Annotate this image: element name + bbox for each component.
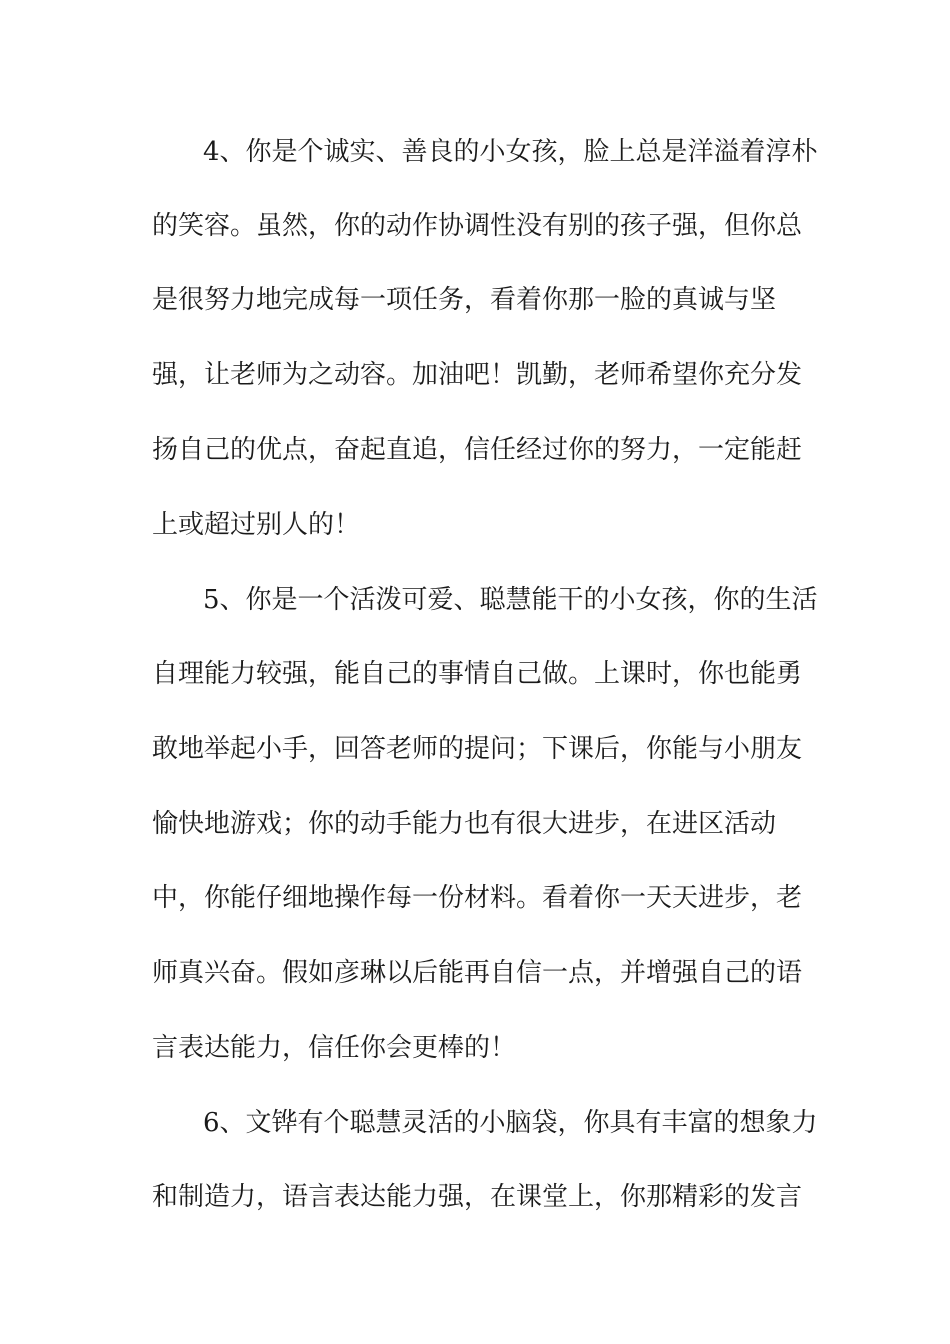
paragraph-5-line-6: 师真兴奋。假如彦琳以后能再自信一点，并增强自己的语 <box>152 958 803 988</box>
paragraph-5-line-1: 5、你是一个活泼可爱、聪慧能干的小女孩，你的生活 <box>203 585 818 615</box>
paragraph-4-line-1: 4、你是个诚实、善良的小女孩，脸上总是洋溢着淳朴 <box>203 137 818 167</box>
paragraph-5-line-2: 自理能力较强，能自己的事情自己做。上课时，你也能勇 <box>152 659 803 689</box>
paragraph-5-line-3: 敢地举起小手，回答老师的提问；下课后，你能与小朋友 <box>152 734 803 764</box>
paragraph-6-line-1: 6、文铧有个聪慧灵活的小脑袋，你具有丰富的想象力 <box>203 1108 818 1138</box>
paragraph-4-line-3: 是很努力地完成每一项任务，看着你那一脸的真诚与坚 <box>152 285 777 315</box>
paragraph-4-line-6: 上或超过别人的！ <box>152 510 361 540</box>
paragraph-5-line-7: 言表达能力，信任你会更棒的！ <box>152 1033 517 1063</box>
paragraph-5-line-4: 愉快地游戏；你的动手能力也有很大进步，在进区活动 <box>152 809 777 839</box>
paragraph-4-line-5: 扬自己的优点，奋起直追，信任经过你的努力，一定能赶 <box>152 435 803 465</box>
paragraph-4-line-4: 强，让老师为之动容。加油吧！凯勤，老师希望你充分发 <box>152 360 803 390</box>
paragraph-4-line-2: 的笑容。虽然，你的动作协调性没有别的孩子强，但你总 <box>152 211 803 241</box>
paragraph-5-line-5: 中，你能仔细地操作每一份材料。看着你一天天进步，老 <box>152 883 803 913</box>
paragraph-6-line-2: 和制造力，语言表达能力强，在课堂上，你那精彩的发言 <box>152 1182 803 1212</box>
